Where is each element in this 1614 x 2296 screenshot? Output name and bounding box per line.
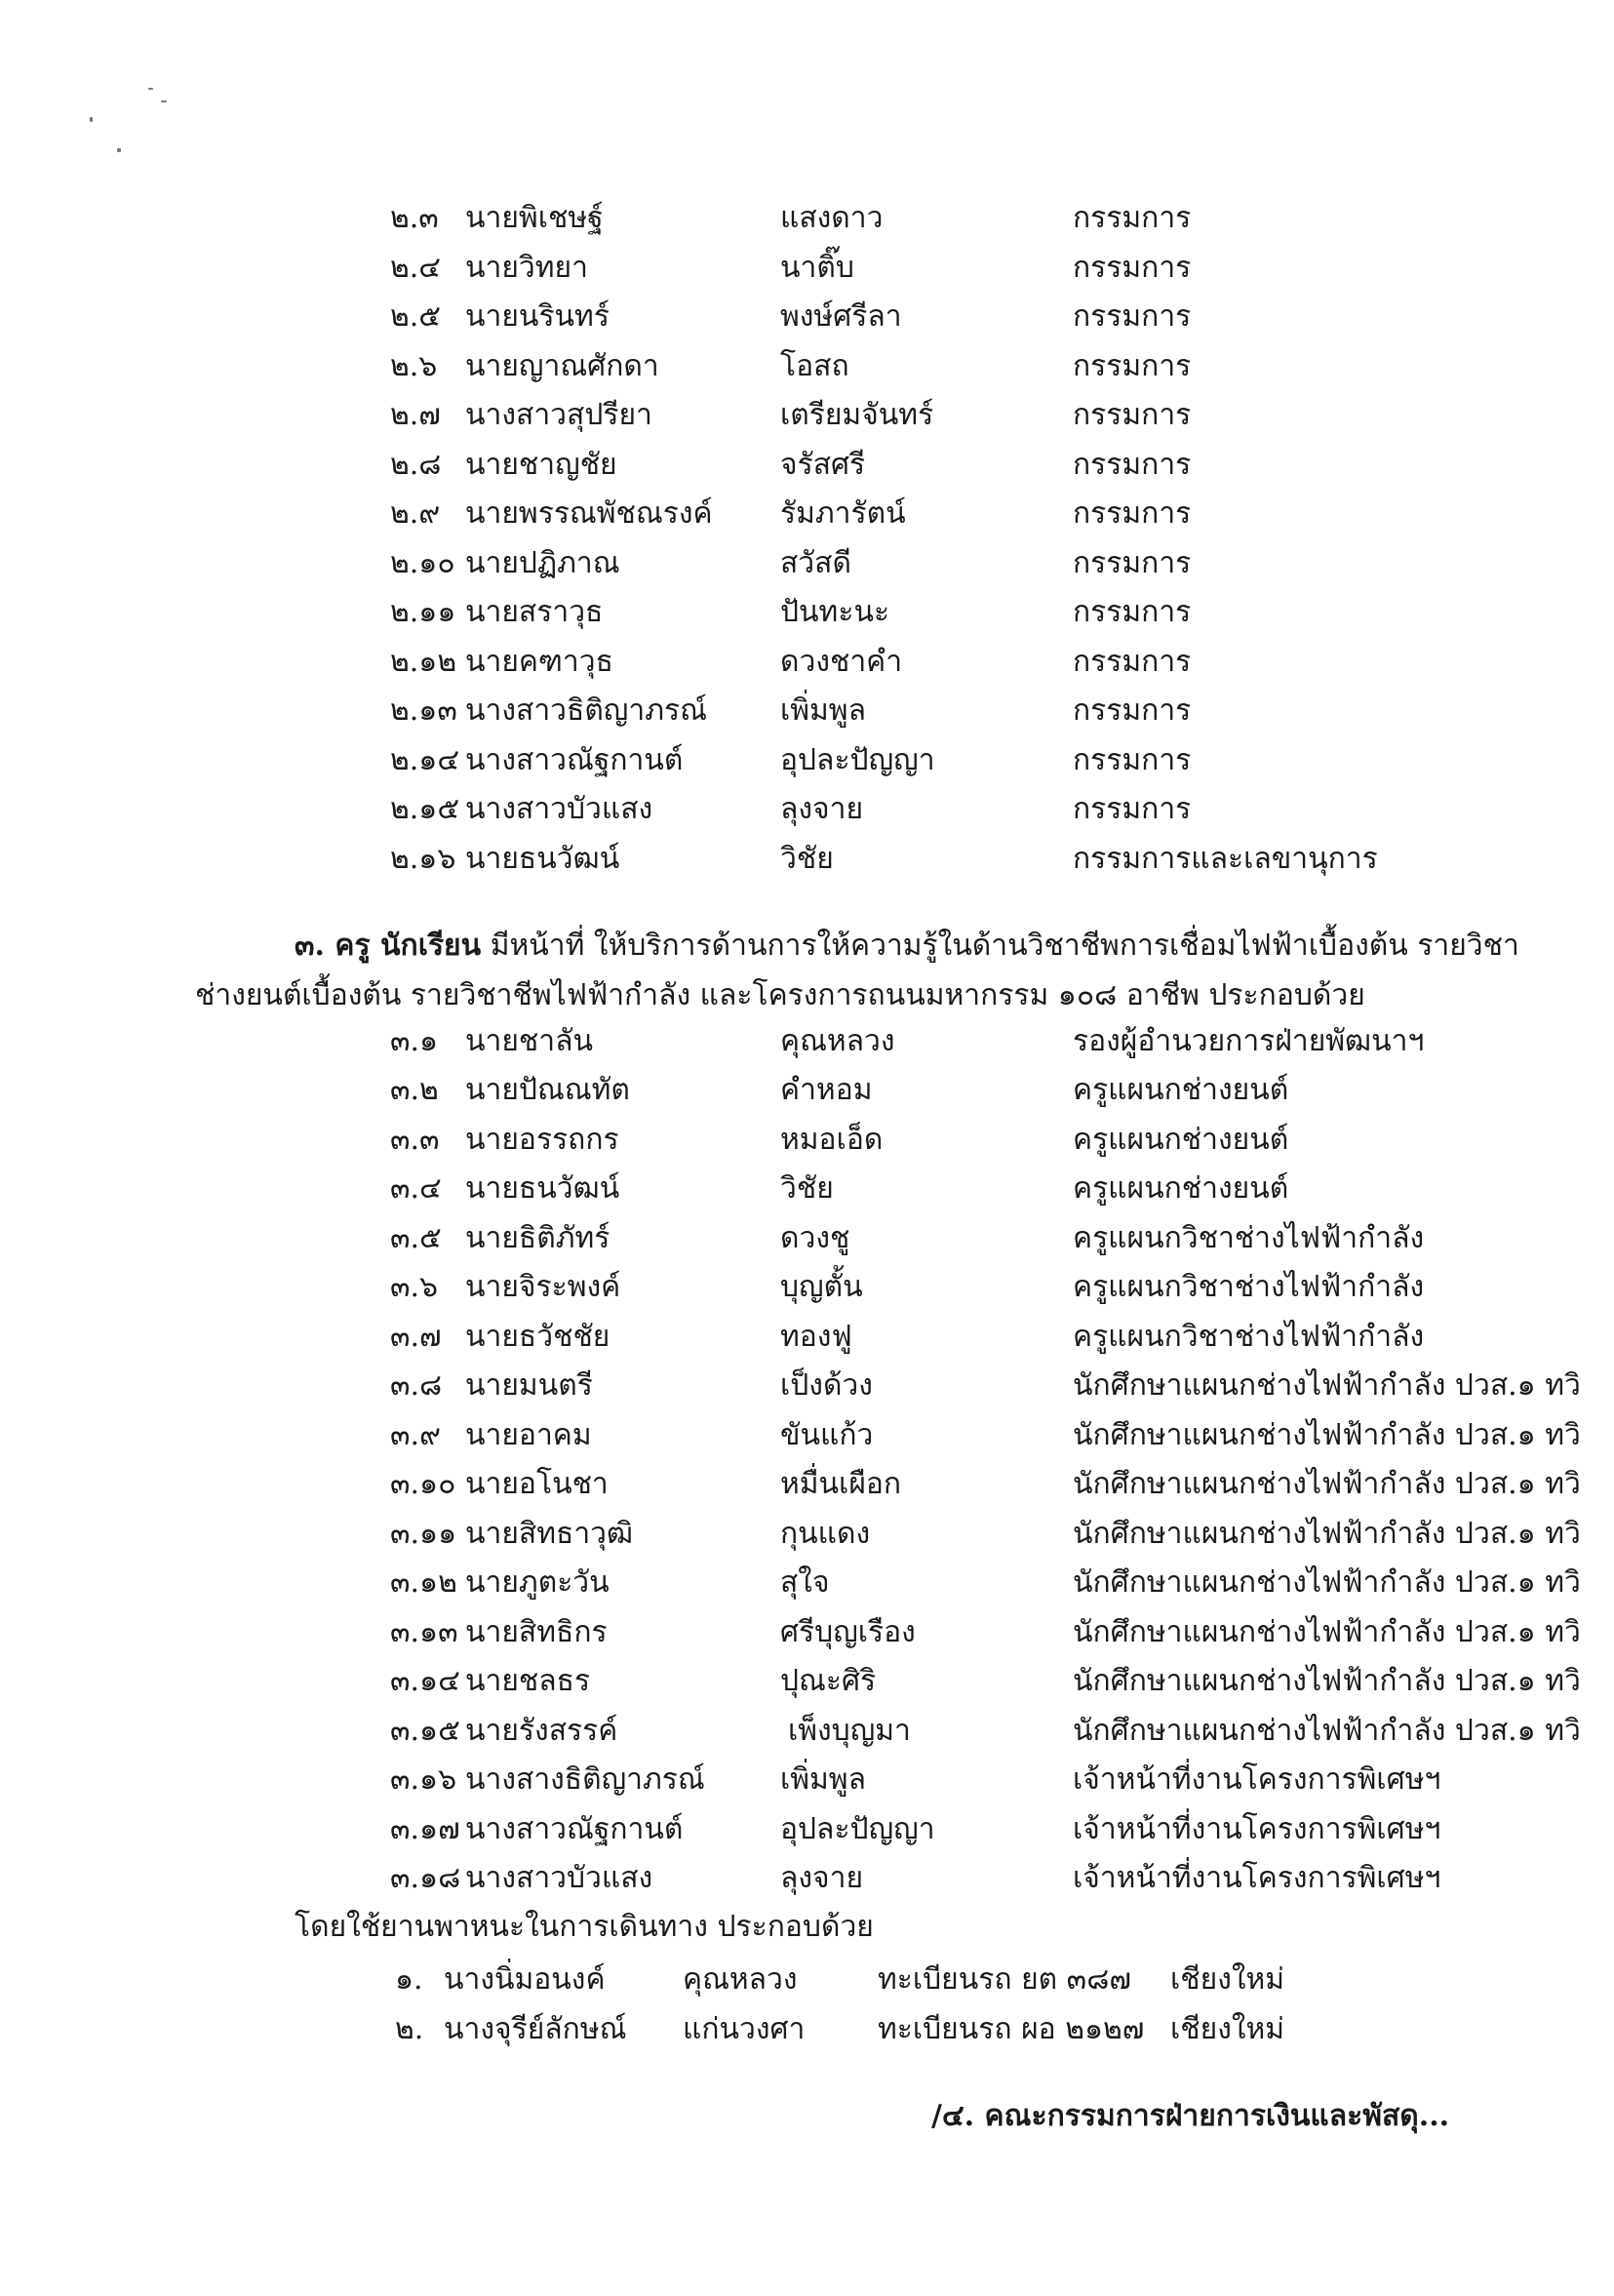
item-number: ๓.๑๓ (390, 1615, 458, 1649)
item-first-name: นางสาวณัฐกานต์ (465, 743, 684, 777)
item-role: นักศึกษาแผนกช่างไฟฟ้ากำลัง ปวส.๑ ทวิ (1073, 1517, 1581, 1551)
item-first-name: นายนรินทร์ (465, 299, 610, 334)
item-last-name: โอสถ (780, 349, 849, 383)
page-continuation: /๔. คณะกรรมการฝ่ายการเงินและพัสดุ... (931, 2099, 1450, 2133)
item-number: ๒.๑๐ (390, 546, 455, 580)
item-role: นักศึกษาแผนกช่างไฟฟ้ากำลัง ปวส.๑ ทวิ (1073, 1368, 1581, 1403)
item-last-name: พงษ์ศรีลา (780, 299, 902, 334)
item-last-name: นาติ๊บ (780, 251, 854, 285)
section3-paragraph-line2: ช่างยนต์เบื้องต้น รายวิชาชีพไฟฟ้ากำลัง และโครงการถนนมหากรรม ๑๐๘ อาชีพ ประกอบด้วย (195, 978, 1365, 1012)
item-number: ๒.๕ (390, 299, 442, 334)
item-role: ครูแผนกวิชาช่างไฟฟ้ากำลัง (1073, 1270, 1425, 1304)
item-last-name: ทองฟู (780, 1320, 852, 1354)
vehicle-registration: ทะเบียนรถ ผอ ๒๑๒๗ (878, 2012, 1145, 2046)
item-role: นักศึกษาแผนกช่างไฟฟ้ากำลัง ปวส.๑ ทวิ (1073, 1664, 1581, 1698)
list-item (0, 342, 1614, 391)
vehicle-province: เชียงใหม่ (1170, 1962, 1285, 1997)
item-role: กรรมการ (1073, 201, 1192, 235)
item-first-name: นางสาวบัวแสง (465, 1861, 653, 1895)
item-role: นักศึกษาแผนกช่างไฟฟ้ากำลัง ปวส.๑ ทวิ (1073, 1615, 1581, 1649)
item-role: กรรมการและเลขานุการ (1073, 842, 1378, 876)
list-item (0, 1116, 1614, 1165)
item-last-name: ขันแก้ว (780, 1418, 874, 1452)
item-first-name: นายจิระพงค์ (465, 1270, 621, 1304)
item-first-name: นายพรรณพัชณรงค์ (465, 496, 713, 531)
vehicle-registration: ทะเบียนรถ ยต ๓๘๗ (878, 1962, 1131, 1997)
item-last-name: เตรียมจันทร์ (780, 398, 934, 432)
list-item (0, 441, 1614, 490)
driver-first-name: นางนิ่มอนงค์ (444, 1962, 606, 1997)
item-last-name: สวัสดี (780, 546, 851, 580)
item-last-name: รัมภารัตน์ (780, 496, 906, 531)
item-last-name: วิชัย (780, 842, 834, 876)
item-last-name: วิชัย (780, 1171, 834, 1206)
list-item (0, 1362, 1614, 1410)
item-last-name: จรัสศรี (780, 448, 866, 482)
item-first-name: นายปัณณทัต (465, 1073, 630, 1107)
item-first-name: นายสิทธาวุฒิ (465, 1517, 634, 1551)
item-role: กรรมการ (1073, 792, 1192, 826)
item-role: กรรมการ (1073, 448, 1192, 482)
item-first-name: นายอาคม (465, 1418, 592, 1452)
item-number: ๒.๘ (390, 448, 442, 482)
item-last-name: บุญตั้น (780, 1270, 863, 1304)
item-role: กรรมการ (1073, 349, 1192, 383)
item-number: ๓.๑๐ (390, 1467, 456, 1501)
item-number: ๓.๑๘ (390, 1861, 461, 1895)
item-role: เจ้าหน้าที่งานโครงการพิเศษฯ (1073, 1762, 1441, 1797)
item-last-name: ศรีบุญเรือง (780, 1615, 916, 1649)
list-item (0, 687, 1614, 735)
list-item (0, 1510, 1614, 1559)
list-item (0, 1017, 1614, 1066)
item-number: ๓.๑๖ (390, 1762, 457, 1797)
item-first-name: นายชาลัน (465, 1024, 594, 1058)
item-first-name: นางสางธิติญาภรณ์ (465, 1762, 705, 1797)
item-first-name: นายอรรถกร (465, 1123, 619, 1157)
item-number: ๓.๕ (390, 1221, 442, 1255)
item-first-name: นายชาญชัย (465, 448, 617, 482)
item-role: กรรมการ (1073, 645, 1192, 679)
item-role: ครูแผนกช่างยนต์ (1073, 1073, 1289, 1107)
item-last-name: ปุณะศิริ (780, 1664, 877, 1698)
scan-speck (117, 148, 121, 152)
item-last-name: เป็งด้วง (780, 1368, 873, 1403)
item-first-name: นายวิทยา (465, 251, 588, 285)
item-number: ๒.๑๕ (390, 792, 460, 826)
item-last-name: แสงดาว (780, 201, 884, 235)
item-number: ๓.๑๑ (390, 1517, 457, 1551)
driver-first-name: นางจุรีย์ลักษณ์ (444, 2012, 627, 2046)
item-first-name: นายชลธร (465, 1664, 591, 1698)
item-number: ๓.๖ (390, 1270, 439, 1304)
list-item (0, 194, 1614, 243)
item-last-name: หมอเอ็ด (780, 1123, 884, 1157)
item-last-name: ดวงชาคำ (780, 645, 903, 679)
item-first-name: นายอโนชา (465, 1467, 609, 1501)
item-number: ๓.๑๒ (390, 1565, 457, 1600)
item-number: ๒.๓ (390, 201, 439, 235)
vehicle-number: ๒. (395, 2012, 424, 2046)
item-number: ๓.๑๗ (390, 1812, 460, 1846)
list-item (0, 391, 1614, 440)
item-role: เจ้าหน้าที่งานโครงการพิเศษฯ (1073, 1812, 1441, 1846)
item-last-name: อุปละปัญญา (780, 1812, 935, 1846)
item-role: กรรมการ (1073, 743, 1192, 777)
item-role: ครูแผนกช่างยนต์ (1073, 1171, 1289, 1206)
list-item (0, 293, 1614, 341)
item-last-name: เพิ่มพูล (780, 1762, 866, 1797)
item-role: เจ้าหน้าที่งานโครงการพิเศษฯ (1073, 1861, 1441, 1895)
item-role: รองผู้อำนวยการฝ่ายพัฒนาฯ (1073, 1024, 1425, 1058)
item-number: ๒.๑๑ (390, 595, 456, 629)
item-last-name: คุณหลวง (780, 1024, 895, 1058)
item-number: ๓.๙ (390, 1418, 442, 1452)
list-item (0, 1559, 1614, 1607)
item-last-name: หมื่นเผือก (780, 1467, 902, 1501)
item-number: ๓.๗ (390, 1320, 442, 1354)
item-number: ๒.๔ (390, 251, 442, 285)
item-first-name: นายธนวัฒน์ (465, 842, 620, 876)
item-first-name: นางสาวณัฐกานต์ (465, 1812, 684, 1846)
item-number: ๒.๑๔ (390, 743, 460, 777)
item-role: กรรมการ (1073, 299, 1192, 334)
list-item (0, 638, 1614, 687)
item-first-name: นายสราวุธ (465, 595, 604, 629)
item-number: ๒.๖ (390, 349, 438, 383)
item-role: นักศึกษาแผนกช่างไฟฟ้ากำลัง ปวส.๑ ทวิ (1073, 1418, 1581, 1452)
vehicle-item (0, 1956, 1614, 2004)
item-number: ๒.๑๓ (390, 693, 457, 728)
vehicle-item (0, 2005, 1614, 2054)
item-first-name: นายมนตรี (465, 1368, 593, 1403)
item-number: ๒.๑๒ (390, 645, 457, 679)
item-number: ๒.๗ (390, 398, 441, 432)
vehicle-province: เชียงใหม่ (1170, 2012, 1285, 2046)
list-item (0, 1263, 1614, 1312)
item-last-name: สุใจ (780, 1565, 830, 1600)
item-role: ครูแผนกวิชาช่างไฟฟ้ากำลัง (1073, 1221, 1425, 1255)
item-first-name: นายพิเชษฐ์ (465, 201, 604, 235)
item-last-name: กุนแดง (780, 1517, 871, 1551)
item-last-name: ดวงชู (780, 1221, 850, 1255)
list-item (0, 244, 1614, 293)
list-item (0, 490, 1614, 538)
item-role: กรรมการ (1073, 693, 1192, 728)
item-number: ๓.๑ (390, 1024, 439, 1058)
item-first-name: นางสาวบัวแสง (465, 792, 653, 826)
item-last-name: เพ็งบุญมา (788, 1714, 911, 1748)
item-first-name: นายสิทธิกร (465, 1615, 608, 1649)
list-item (0, 1854, 1614, 1903)
list-item (0, 1313, 1614, 1362)
driver-last-name: คุณหลวง (683, 1962, 798, 1997)
item-last-name: ปันทะนะ (780, 595, 890, 629)
item-role: นักศึกษาแผนกช่างไฟฟ้ากำลัง ปวส.๑ ทวิ (1073, 1714, 1581, 1748)
section3-text: มีหน้าที่ ให้บริการด้านการให้ความรู้ในด้านวิชาชีพการเชื่อมไฟฟ้าเบื้องต้น รายวิชา (481, 929, 1519, 963)
item-role: กรรมการ (1073, 398, 1192, 432)
item-first-name: นายธวัชชัย (465, 1320, 610, 1354)
item-role: ครูแผนกวิชาช่างไฟฟ้ากำลัง (1073, 1320, 1425, 1354)
section3-paragraph-line1 (295, 921, 1519, 971)
list-item (0, 1805, 1614, 1854)
item-role: กรรมการ (1073, 251, 1192, 285)
item-first-name: นายธิติภัทร์ (465, 1221, 610, 1255)
item-first-name: นางสาวสุปรียา (465, 398, 652, 432)
scan-speck (161, 100, 167, 102)
item-first-name: นางสาวธิติญาภรณ์ (465, 693, 707, 728)
item-first-name: นายรังสรรค์ (465, 1714, 618, 1748)
section3-heading: ๓. ครู นักเรียน (295, 929, 482, 963)
item-role: นักศึกษาแผนกช่างไฟฟ้ากำลัง ปวส.๑ ทวิ (1073, 1467, 1581, 1501)
list-item (0, 1657, 1614, 1706)
item-role: กรรมการ (1073, 595, 1192, 629)
item-number: ๓.๔ (390, 1171, 442, 1206)
scan-speck (90, 117, 93, 122)
list-item (0, 785, 1614, 834)
list-item (0, 588, 1614, 637)
item-role: กรรมการ (1073, 496, 1192, 531)
item-last-name: อุปละปัญญา (780, 743, 935, 777)
item-role: กรรมการ (1073, 546, 1192, 580)
list-item (0, 1756, 1614, 1804)
list-item (0, 1411, 1614, 1460)
list-item (0, 1707, 1614, 1756)
list-item (0, 1460, 1614, 1509)
item-number: ๓.๘ (390, 1368, 443, 1403)
item-last-name: เพิ่มพูล (780, 693, 866, 728)
item-number: ๓.๑๕ (390, 1714, 460, 1748)
item-role: ครูแผนกช่างยนต์ (1073, 1123, 1289, 1157)
list-item (0, 736, 1614, 785)
item-number: ๓.๒ (390, 1073, 439, 1107)
item-first-name: นายธนวัฒน์ (465, 1171, 620, 1206)
vehicles-intro: โดยใช้ยานพาหนะในการเดินทาง ประกอบด้วย (295, 1910, 874, 1944)
list-item (0, 539, 1614, 588)
item-first-name: นายภูตะวัน (465, 1565, 610, 1600)
list-item (0, 1214, 1614, 1263)
item-number: ๓.๑๔ (390, 1664, 460, 1698)
item-number: ๒.๑๖ (390, 842, 456, 876)
vehicle-number: ๑. (395, 1962, 423, 1997)
list-item (0, 1608, 1614, 1657)
item-number: ๒.๙ (390, 496, 441, 531)
item-first-name: นายญาณศักดา (465, 349, 659, 383)
scan-speck (148, 88, 153, 90)
item-role: นักศึกษาแผนกช่างไฟฟ้ากำลัง ปวส.๑ ทวิ (1073, 1565, 1581, 1600)
item-last-name: ลุงจาย (780, 1861, 864, 1895)
driver-last-name: แก่นวงศา (683, 2012, 806, 2046)
list-item (0, 1165, 1614, 1213)
list-item (0, 1066, 1614, 1115)
item-first-name: นายปฏิภาณ (465, 546, 620, 580)
list-item (0, 835, 1614, 884)
item-first-name: นายคฑาวุธ (465, 645, 613, 679)
item-last-name: คำหอม (780, 1073, 873, 1107)
item-number: ๓.๓ (390, 1123, 440, 1157)
item-last-name: ลุงจาย (780, 792, 864, 826)
